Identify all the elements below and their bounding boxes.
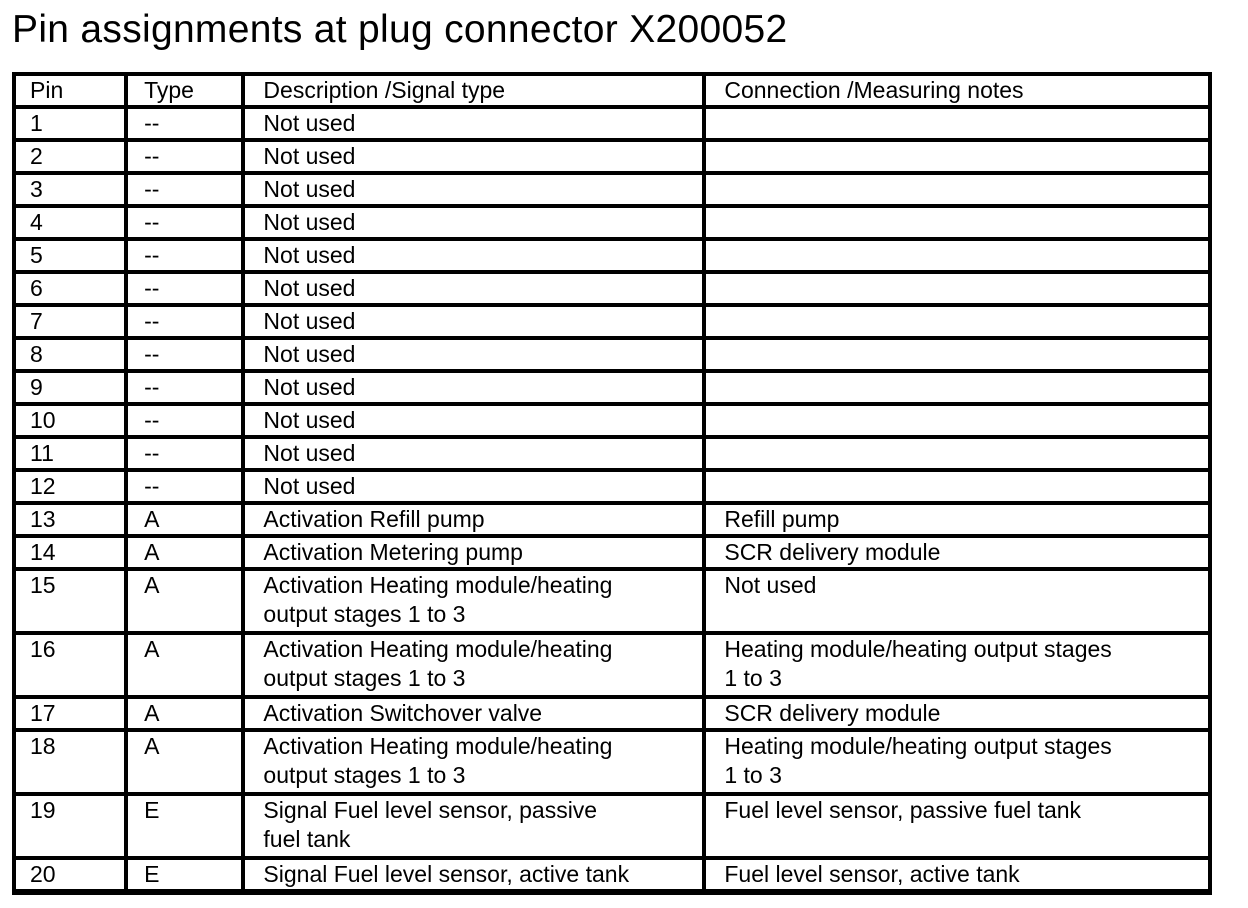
pin-cell: 2 (16, 142, 128, 175)
type-cell: A (128, 635, 245, 699)
table-row (16, 175, 1208, 208)
connection-cell (706, 732, 1208, 796)
type-cell: -- (128, 340, 245, 373)
description-cell: Not used (245, 142, 706, 175)
description-cell-line: Activation Heating module/heating (263, 733, 613, 759)
type-cell: -- (128, 439, 245, 472)
pin-cell: 14 (16, 538, 128, 571)
connection-cell: Refill pump (706, 505, 1208, 538)
header-connection: Connection /Measuring notes (706, 76, 1208, 109)
connection-cell-line: Heating module/heating output stages (724, 733, 1112, 759)
page-title: Pin assignments at plug connector X200052 (12, 8, 788, 51)
description-cell-line: Activation Heating module/heating (263, 636, 613, 662)
connection-cell (706, 274, 1208, 307)
description-cell (245, 796, 706, 860)
description-cell: Not used (245, 274, 706, 307)
table-row (16, 340, 1208, 373)
table-row (16, 699, 1208, 732)
connection-cell (706, 373, 1208, 406)
type-cell: A (128, 538, 245, 571)
pin-cell: 20 (16, 860, 128, 893)
pin-cell: 18 (16, 732, 128, 796)
header-type: Type (128, 76, 245, 109)
table-row (16, 406, 1208, 439)
pin-cell: 10 (16, 406, 128, 439)
pin-cell: 19 (16, 796, 128, 860)
type-cell: -- (128, 241, 245, 274)
table-row (16, 109, 1208, 142)
table-row (16, 472, 1208, 505)
connection-cell (706, 175, 1208, 208)
type-cell: -- (128, 142, 245, 175)
connection-cell: Fuel level sensor, active tank (706, 860, 1208, 893)
table-row (16, 439, 1208, 472)
pin-cell: 13 (16, 505, 128, 538)
description-cell: Not used (245, 439, 706, 472)
description-cell-line: output stages 1 to 3 (263, 601, 466, 627)
type-cell: -- (128, 406, 245, 439)
connection-cell-line: Heating module/heating output stages (724, 636, 1112, 662)
table-row (16, 208, 1208, 241)
connection-cell (706, 109, 1208, 142)
table-row (16, 505, 1208, 538)
description-cell: Not used (245, 208, 706, 241)
connection-cell (706, 635, 1208, 699)
type-cell: -- (128, 208, 245, 241)
connection-cell (706, 307, 1208, 340)
description-cell (245, 571, 706, 635)
table-row (16, 571, 1208, 635)
type-cell: A (128, 732, 245, 796)
pin-cell: 12 (16, 472, 128, 505)
connection-cell-line: 1 to 3 (724, 762, 782, 788)
type-cell: -- (128, 472, 245, 505)
table-row (16, 635, 1208, 699)
type-cell: E (128, 860, 245, 893)
connection-cell (706, 439, 1208, 472)
type-cell: -- (128, 373, 245, 406)
connection-cell (706, 472, 1208, 505)
description-cell: Not used (245, 109, 706, 142)
pin-assignment-table (12, 72, 1212, 895)
description-cell: Activation Switchover valve (245, 699, 706, 732)
pin-cell: 6 (16, 274, 128, 307)
type-cell: -- (128, 175, 245, 208)
header-pin: Pin (16, 76, 128, 109)
connection-cell (706, 241, 1208, 274)
pin-cell: 1 (16, 109, 128, 142)
table-row (16, 732, 1208, 796)
connection-cell (706, 340, 1208, 373)
description-cell (245, 635, 706, 699)
pin-cell: 15 (16, 571, 128, 635)
description-cell-line: Activation Heating module/heating (263, 572, 613, 598)
table-row (16, 796, 1208, 860)
table-row (16, 241, 1208, 274)
pin-cell: 5 (16, 241, 128, 274)
connection-cell: Fuel level sensor, passive fuel tank (706, 796, 1208, 860)
description-cell: Activation Refill pump (245, 505, 706, 538)
pin-cell: 4 (16, 208, 128, 241)
pin-cell: 16 (16, 635, 128, 699)
table-row (16, 860, 1208, 893)
table-row (16, 274, 1208, 307)
table-row (16, 373, 1208, 406)
connection-cell: SCR delivery module (706, 538, 1208, 571)
pin-cell: 3 (16, 175, 128, 208)
pin-cell: 17 (16, 699, 128, 732)
description-cell: Not used (245, 340, 706, 373)
description-cell-line: output stages 1 to 3 (263, 665, 466, 691)
table-row (16, 307, 1208, 340)
pin-cell: 9 (16, 373, 128, 406)
table-row (16, 538, 1208, 571)
type-cell: A (128, 699, 245, 732)
description-cell: Not used (245, 406, 706, 439)
type-cell: -- (128, 307, 245, 340)
table-header-row (16, 76, 1208, 109)
header-description: Description /Signal type (245, 76, 706, 109)
type-cell: A (128, 571, 245, 635)
description-cell-line: output stages 1 to 3 (263, 762, 466, 788)
pin-cell: 7 (16, 307, 128, 340)
type-cell: A (128, 505, 245, 538)
connection-cell (706, 208, 1208, 241)
description-cell: Not used (245, 175, 706, 208)
description-cell: Activation Metering pump (245, 538, 706, 571)
description-cell: Not used (245, 373, 706, 406)
type-cell: -- (128, 274, 245, 307)
connection-cell (706, 142, 1208, 175)
type-cell: -- (128, 109, 245, 142)
description-cell-line: Signal Fuel level sensor, passive (263, 797, 598, 823)
description-cell (245, 732, 706, 796)
pin-cell: 11 (16, 439, 128, 472)
pin-cell: 8 (16, 340, 128, 373)
type-cell: E (128, 796, 245, 860)
connection-cell (706, 406, 1208, 439)
table-row (16, 142, 1208, 175)
connection-cell: SCR delivery module (706, 699, 1208, 732)
description-cell-line: fuel tank (263, 826, 351, 852)
description-cell: Signal Fuel level sensor, active tank (245, 860, 706, 893)
connection-cell: Not used (706, 571, 1208, 635)
connection-cell-line: 1 to 3 (724, 665, 782, 691)
description-cell: Not used (245, 307, 706, 340)
description-cell: Not used (245, 241, 706, 274)
description-cell: Not used (245, 472, 706, 505)
